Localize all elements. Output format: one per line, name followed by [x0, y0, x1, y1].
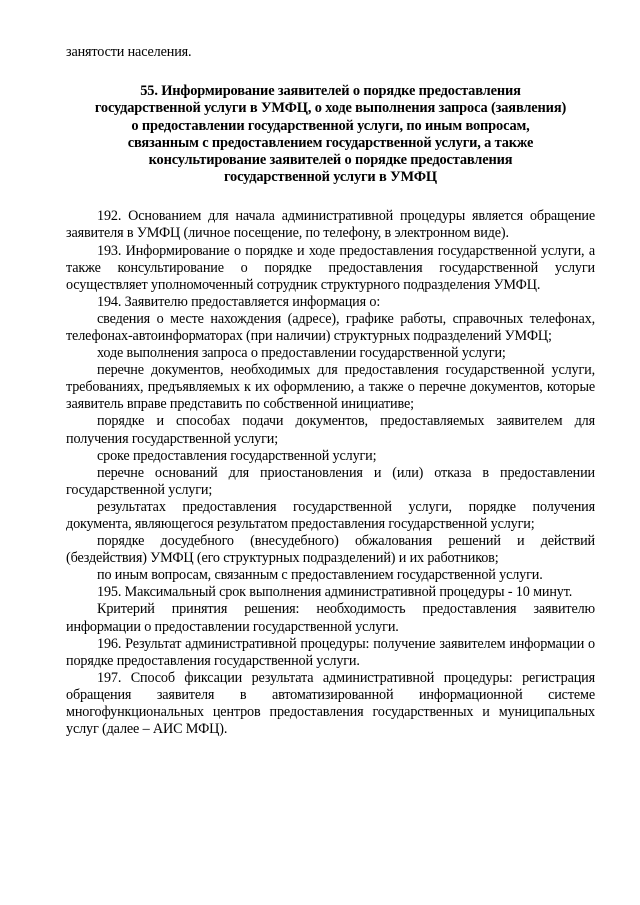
list-item: сведения о месте нахождения (адресе), графике работы, справочных телефонах, телефонах-автоинформаторах (при наличии) структурных подразделений УМФЦ;: [66, 310, 595, 344]
paragraph-194: 194. Заявителю предоставляется информация о:: [97, 293, 381, 310]
list-item: перечне оснований для приостановления и (или) отказа в предоставлении государственной услуги;: [66, 464, 595, 498]
intro-fragment: занятости населения.: [66, 44, 192, 60]
list-item: порядке досудебного (внесудебного) обжалования решений и действий (бездействия) УМФЦ (его структурных подразделений) и их работников;: [66, 533, 595, 567]
list-item: по иным вопросам, связанным с предоставлением государственной услуги.: [97, 567, 543, 584]
section-title-line: о предоставлении государственной услуги, по иным вопросам,: [131, 117, 530, 134]
paragraph-192: 192. Основанием для начала административной процедуры является обращение заявителя в УМФЦ (личное посещение, по телефону, в электронном виде).: [66, 208, 595, 242]
list-item: порядке и способах подачи документов, предоставляемых заявителем для получения государственной услуги;: [66, 413, 595, 447]
paragraph-193: 193. Информирование о порядке и ходе предоставления государственной услуги, а также консультирование о порядке предоставления государственной услуги осуществляет уполномоченный сотрудник структурного подразделения УМФЦ.: [66, 242, 595, 293]
decision-criterion: Критерий принятия решения: необходимость предоставления заявителю информации о предоставлении государственной услуги.: [66, 601, 595, 635]
section-title: [66, 83, 595, 186]
paragraph-195: 195. Максимальный срок выполнения административной процедуры - 10 минут.: [97, 584, 573, 601]
section-title-line: консультирование заявителей о порядке предоставления: [148, 151, 513, 168]
section-title-line: государственной услуги в УМФЦ: [224, 169, 437, 186]
list-item: перечне документов, необходимых для предоставления государственной услуги, требованиях, предъявляемых к их оформлению, а также о перечне документов, которые заявитель вправе представить по собственной инициативе;: [66, 362, 595, 413]
paragraph-197: 197. Способ фиксации результата административной процедуры: регистрация обращения заявителя в автоматизированной информационной системе многофункциональных центров предоставления государственных и муниципальных услуг (далее – АИС МФЦ).: [66, 669, 595, 738]
list-item: результатах предоставления государственной услуги, порядке получения документа, являющегося результатом предоставления государственной услуги;: [66, 498, 595, 532]
list-item: сроке предоставления государственной услуги;: [97, 447, 377, 464]
document-body: [66, 208, 595, 738]
section-title-line: связанным с предоставлением государственной услуги, а также: [127, 134, 534, 151]
section-title-line: 55. Информирование заявителей о порядке предоставления: [140, 83, 521, 100]
section-title-line: государственной услуги в УМФЦ, о ходе выполнения запроса (заявления): [94, 100, 567, 117]
list-item: ходе выполнения запроса о предоставлении государственной услуги;: [97, 345, 506, 362]
paragraph-196: 196. Результат административной процедуры: получение заявителем информации о порядке предоставления государственной услуги.: [66, 635, 595, 669]
